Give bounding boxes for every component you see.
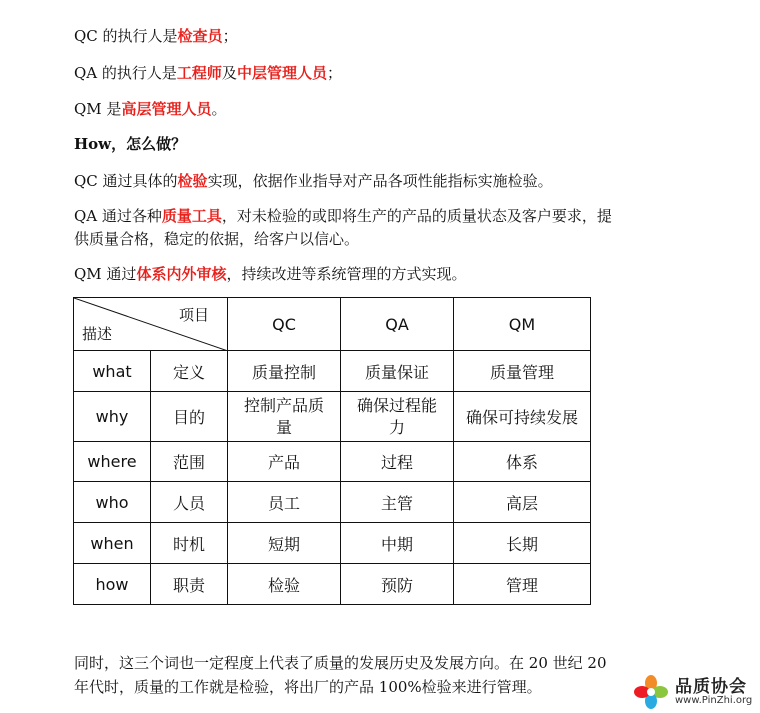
header-desc-label: 描述: [82, 325, 113, 343]
paragraph-qc-executor: [74, 26, 238, 47]
watermark-logo: [633, 672, 758, 712]
row-key: where: [74, 442, 151, 482]
column-header-qa: QA: [341, 298, 454, 351]
emphasis-text: 质量工具: [161, 207, 222, 225]
emphasis-text: 检查员: [177, 27, 223, 45]
header-item-label: 项目: [178, 306, 209, 324]
table-row: [74, 523, 591, 564]
cell-qa: 预防: [341, 564, 454, 605]
paragraph-qm-how: [74, 264, 466, 285]
row-name: 时机: [151, 523, 228, 564]
cell-qa: 质量保证: [341, 351, 454, 392]
paragraph-history: [74, 653, 606, 674]
logo-url: www.PinZhi.org: [675, 695, 753, 706]
flower-logo-icon: [633, 674, 669, 710]
emphasis-text: 工程师: [176, 64, 222, 82]
cell-qm: 高层: [454, 482, 591, 523]
logo-title: 品质协会: [675, 677, 747, 697]
row-key: who: [74, 482, 151, 523]
cell-qm: 质量管理: [454, 351, 591, 392]
emphasis-text: 高层管理人员: [121, 100, 212, 118]
emphasis-text: 中层管理人员: [236, 64, 327, 82]
row-name: 范围: [151, 442, 228, 482]
cell-line: 量: [275, 417, 292, 437]
row-key: why: [74, 392, 151, 442]
paragraph-qc-how: [74, 171, 553, 192]
cell-qa: [341, 392, 454, 442]
text: ；: [222, 27, 238, 45]
column-header-qc: QC: [228, 298, 341, 351]
text: QC 的执行人是: [74, 27, 178, 45]
text: QM 是: [74, 100, 122, 118]
text: QC 通过具体的: [74, 172, 178, 190]
cell-line: 力: [388, 417, 405, 437]
emphasis-text: 体系内外审核: [136, 265, 227, 283]
cell-qm: 确保可持续发展: [454, 392, 591, 442]
cell-qc: 检验: [228, 564, 341, 605]
text: QA 通过各种: [74, 207, 162, 225]
table-header-row: [74, 298, 591, 351]
row-name: 人员: [151, 482, 228, 523]
text: ，持续改进等系统管理的方式实现。: [226, 265, 467, 283]
row-key: what: [74, 351, 151, 392]
text: QA 的执行人是: [74, 64, 177, 82]
row-name: 定义: [151, 351, 228, 392]
cell-qc: 产品: [228, 442, 341, 482]
cell-line: 控制产品质: [243, 395, 324, 415]
paragraph-history-continued: [74, 677, 542, 698]
cell-qc: [228, 392, 341, 442]
row-name: 目的: [151, 392, 228, 442]
cell-qa: 过程: [341, 442, 454, 482]
cell-qc: 短期: [228, 523, 341, 564]
cell-qm: 长期: [454, 523, 591, 564]
row-key: when: [74, 523, 151, 564]
cell-qa: 主管: [341, 482, 454, 523]
cell-qm: 管理: [454, 564, 591, 605]
paragraph-qa-how: [74, 206, 612, 227]
table-row: [74, 442, 591, 482]
text: 实现，依据作业指导对产品各项性能指标实施检验。: [207, 172, 553, 190]
heading-text: How，怎么做？: [74, 135, 187, 153]
paragraph-qm-executor: [74, 99, 226, 120]
row-key: how: [74, 564, 151, 605]
row-name: 职责: [151, 564, 228, 605]
text: 及: [221, 64, 237, 82]
text: 年代时，质量的工作就是检验，将出厂的产品 100%检验来进行管理。: [74, 678, 542, 696]
text: ，对未检验的或即将生产的产品的质量状态及客户要求，提: [221, 207, 612, 225]
table-row: [74, 392, 591, 442]
table-row: [74, 482, 591, 523]
paragraph-qa-how-continued: [74, 229, 359, 250]
text: ；: [326, 64, 342, 82]
cell-qa: 中期: [341, 523, 454, 564]
cell-qm: 体系: [454, 442, 591, 482]
text: 同时，这三个词也一定程度上代表了质量的发展历史及发展方向。在 20 世纪 20: [74, 654, 607, 672]
text: 。: [211, 100, 227, 118]
cell-qc: 员工: [228, 482, 341, 523]
section-heading-how: [74, 134, 186, 155]
column-header-qm: QM: [454, 298, 591, 351]
diagonal-header-cell: [74, 298, 228, 351]
table-row: [74, 564, 591, 605]
emphasis-text: 检验: [177, 172, 208, 190]
paragraph-qa-executor: [74, 63, 342, 84]
cell-line: 确保过程能: [356, 395, 437, 415]
text: 供质量合格，稳定的依据，给客户以信心。: [74, 230, 360, 248]
text: QM 通过: [74, 265, 137, 283]
comparison-table: [73, 297, 591, 605]
cell-qc: 质量控制: [228, 351, 341, 392]
table-row: [74, 351, 591, 392]
